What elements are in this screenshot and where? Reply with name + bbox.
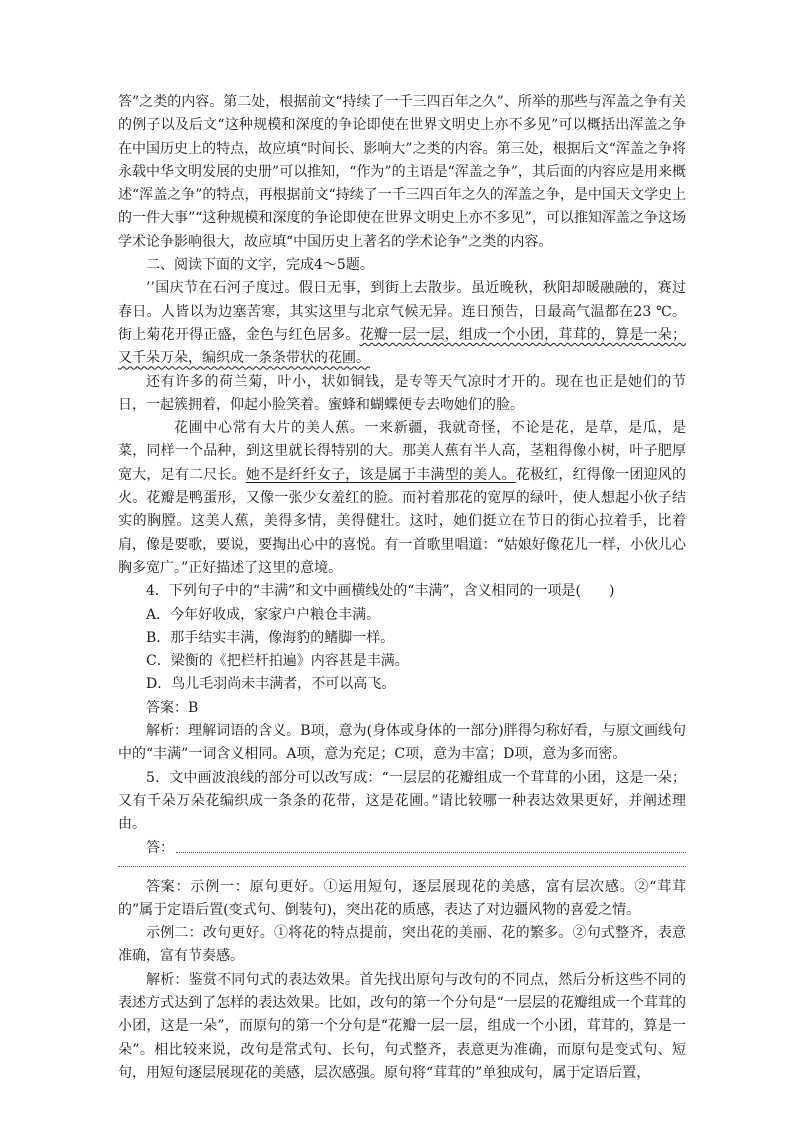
passage-paragraph-2: 还有许多的荷兰菊，叶小，状如铜钱，是专等天气凉时才开的。现在也正是她们的节日，一起簇拥着，仰起小脸笑着。蜜蜂和蝴蝶便专去吻她们的脸。 bbox=[118, 373, 686, 413]
answer-label: 答： bbox=[146, 839, 174, 856]
dotted-line bbox=[118, 866, 686, 867]
answer-blank-line bbox=[118, 837, 686, 860]
wavy-underlined-sentence: 花瓣一层一层，组成一个小团，茸茸的，算是一朵；又千朵万朵，编织成一条条带状的花圃。 bbox=[118, 326, 687, 367]
underlined-sentence: 她不是纤纤女子，该是属于丰满型的美人。 bbox=[245, 466, 516, 483]
passage-text: ’’国庆节在石河子度过。假日无事，到街上去散步。虽近晚秋，秋阳却暖融融的，赛过春日。人皆以为边塞苦寒，其实这里与北京气候无异。连日预告，日最高气温都在23 ℃。街上菊花开得正盛，金色与红色居多。 bbox=[118, 280, 686, 343]
question-4-option-d: D．鸟儿毛羽尚未丰满者，不可以高飞。 bbox=[146, 676, 396, 693]
question-5-answer-example-2: 示例二：改句更好。①将花的特点提前，突出花的美丽、花的繁多。②句式整齐，表意准确，富有节奏感。 bbox=[118, 925, 686, 965]
question-4-option-c: C．梁衡的《把栏杆拍遍》内容甚是丰满。 bbox=[146, 653, 409, 670]
question-5-analysis: 解析：鉴赏不同句式的表达效果。首先找出原句与改句的不同点，然后分析这些不同的表述方式达到了怎样的表达效果。比如，改句的第一个分句是“一层层的花瓣组成一个茸茸的小团，这是一朵”，而原句的第一个分句是“花瓣一层一层，组成一个小团，茸茸的，算是一朵”。相比较来说，改句是常式句、长句，句式整齐，表意更为准确，而原句是变式句、短句，用短句逐层展现花的美感，层次感强。原句将“茸茸的”单独成句，属于定语后置， bbox=[118, 971, 686, 1081]
question-4-answer: 答案：B bbox=[146, 699, 199, 716]
explanation-paragraph: 答”之类的内容。第二处，根据前文“持续了一千三四百年之久”、所举的那些与浑盖之争有关的例子以及后文“这种规模和深度的争论即使在世界文明史上亦不多见”可以概括出浑盖之争在中国历史上的特点，故应填“时间长、影响大”之类的内容。第三处，根据后文“浑盖之争将永载中华文明发展的史册”可以推知，“作为”的主语是“浑盖之争”，其后面的内容应是用来概述“浑盖之争”的特点，再根据前文“持续了一千三四百年之久的浑盖之争，是中国天文学史上的一件大事”“这种规模和深度的争论即使在世界文明史上亦不多见”，可以推知浑盖之争这场学术论争影响很大，故应填“中国历史上著名的学术论争”之类的内容。 bbox=[118, 94, 686, 250]
question-4-option-a: A．今年好收成，家家户户粮仓丰满。 bbox=[146, 606, 381, 623]
passage-paragraph-1 bbox=[118, 277, 686, 370]
section-heading: 二、阅读下面的文字，完成4～5题。 bbox=[146, 257, 374, 274]
question-5-stem: 5．文中画波浪线的部分可以改写成：“一层层的花瓣组成一个茸茸的小团，这是一朵；又有千朵万朵花编织成一条条的花带，这是花圃。”请比较哪一种表达效果更好，并阐述理由。 bbox=[118, 769, 686, 833]
document-page bbox=[118, 91, 686, 1085]
question-5-answer-example-1: 答案：示例一：原句更好。①运用短句，逐层展现花的美感，富有层次感。②“茸茸的”属于定语后置(变式句、倒装句)，突出花的质感，表达了对边疆风物的喜爱之情。 bbox=[118, 878, 686, 918]
question-4-option-b: B．那手结实丰满，像海豹的鳍脚一样。 bbox=[146, 629, 395, 646]
question-4-stem: 4．下列句子中的“丰满”和文中画横线处的“丰满”，含义相同的一项是( ) bbox=[146, 583, 615, 600]
passage-paragraph-3 bbox=[118, 417, 686, 580]
dotted-line bbox=[176, 852, 686, 853]
question-4-analysis: 解析：理解词语的含义。B项，意为(身体或身体的一部分)胖得匀称好看，与原文画线句中的“丰满”一词含义相同。A项，意为充足；C项，意为丰富；D项，意为多而密。 bbox=[118, 723, 686, 763]
passage-text: 花圃中心常有大片的美人蕉。一来新疆，我就奇怪，不论是花，是草，是瓜，是菜，同样一个品种，到这里就长得特别的大。那美人蕉有半人高，茎粗得像小树，叶子肥厚宽大，足有二尺长。 bbox=[118, 420, 686, 483]
passage-text: 花极红，红得像一团迎风的火。花瓣是鸭蛋形，又像一张少女羞红的脸。而衬着那花的宽厚的绿叶，使人想起小伙子结实的胸膛。这美人蕉，美得多情，美得健壮。这时，她们挺立在节日的街心拉着手，比着肩，像是要歌，要说，要掏出心中的喜悦。有一首歌里唱道：“姑娘好像花儿一样，小伙儿心胸多宽广。”正好描述了这里的意境。 bbox=[118, 466, 687, 576]
